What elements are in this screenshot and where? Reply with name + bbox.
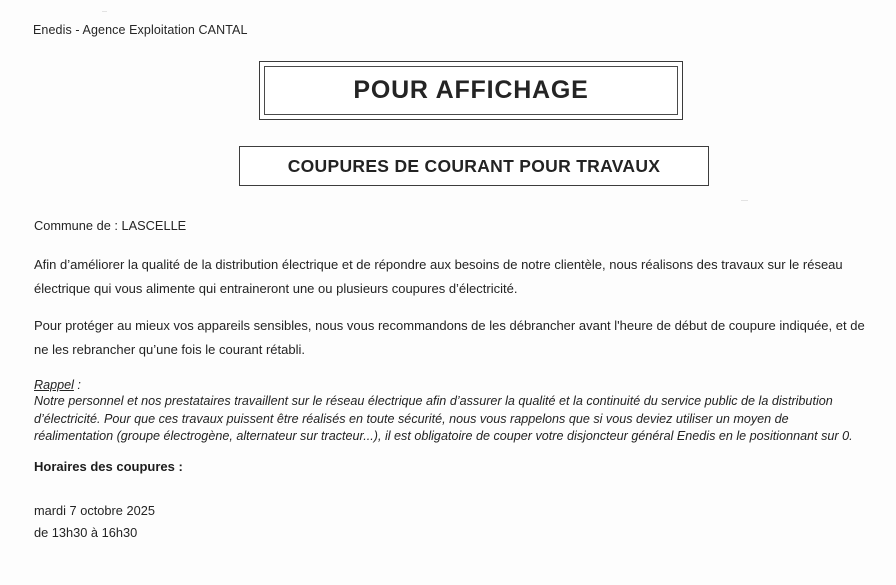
commune-line: Commune de : LASCELLE bbox=[34, 218, 187, 233]
main-title-box-inner-border bbox=[264, 66, 678, 115]
schedule-date: mardi 7 octobre 2025 bbox=[34, 503, 155, 519]
advice-paragraph: Pour protéger au mieux vos appareils sensibles, nous vous recommandons de les débrancher avant l'heure de début de coupure indiquée, et de ne les rebrancher qu’une fois le courant rétabli. bbox=[34, 318, 865, 357]
schedule-list bbox=[34, 500, 874, 544]
scan-artifact-right bbox=[741, 200, 748, 201]
agency-header: Enedis - Agence Exploitation CANTAL bbox=[33, 23, 248, 37]
main-title-text: POUR AFFICHAGE bbox=[353, 76, 589, 104]
document-body bbox=[34, 218, 874, 544]
rappel-paragraph: Notre personnel et nos prestataires travaillent sur le réseau électrique afin d’assurer la qualité et la continuité du service public de la distribution d’électricité. Pour que ces travaux puissent être réalisés en toute sécurité, nous vous rappelons que si vous deviez utiliser un moyen de réalimentation (groupe électrogène, alternateur sur tracteur...), il est obligatoire de couper votre disjoncteur général Enedis en le positionnant sur 0. bbox=[34, 393, 853, 444]
subtitle-box bbox=[239, 146, 709, 186]
schedule-heading: Horaires des coupures : bbox=[34, 459, 183, 475]
main-title-box bbox=[259, 61, 683, 120]
intro-paragraph: Afin d’améliorer la qualité de la distribution électrique et de répondre aux besoins de notre clientèle, nous réalisons des travaux sur le réseau électrique qui vous alimente qui entraineront une ou plusieurs coupures d’électricité. bbox=[34, 257, 843, 296]
rappel-heading-colon: : bbox=[73, 377, 81, 392]
scan-artifact-top bbox=[102, 11, 107, 12]
rappel-heading-word: Rappel bbox=[34, 377, 74, 392]
rappel-heading bbox=[34, 378, 874, 392]
schedule-time-range: de 13h30 à 16h30 bbox=[34, 525, 138, 541]
subtitle-text: COUPURES DE COURANT POUR TRAVAUX bbox=[287, 155, 661, 176]
